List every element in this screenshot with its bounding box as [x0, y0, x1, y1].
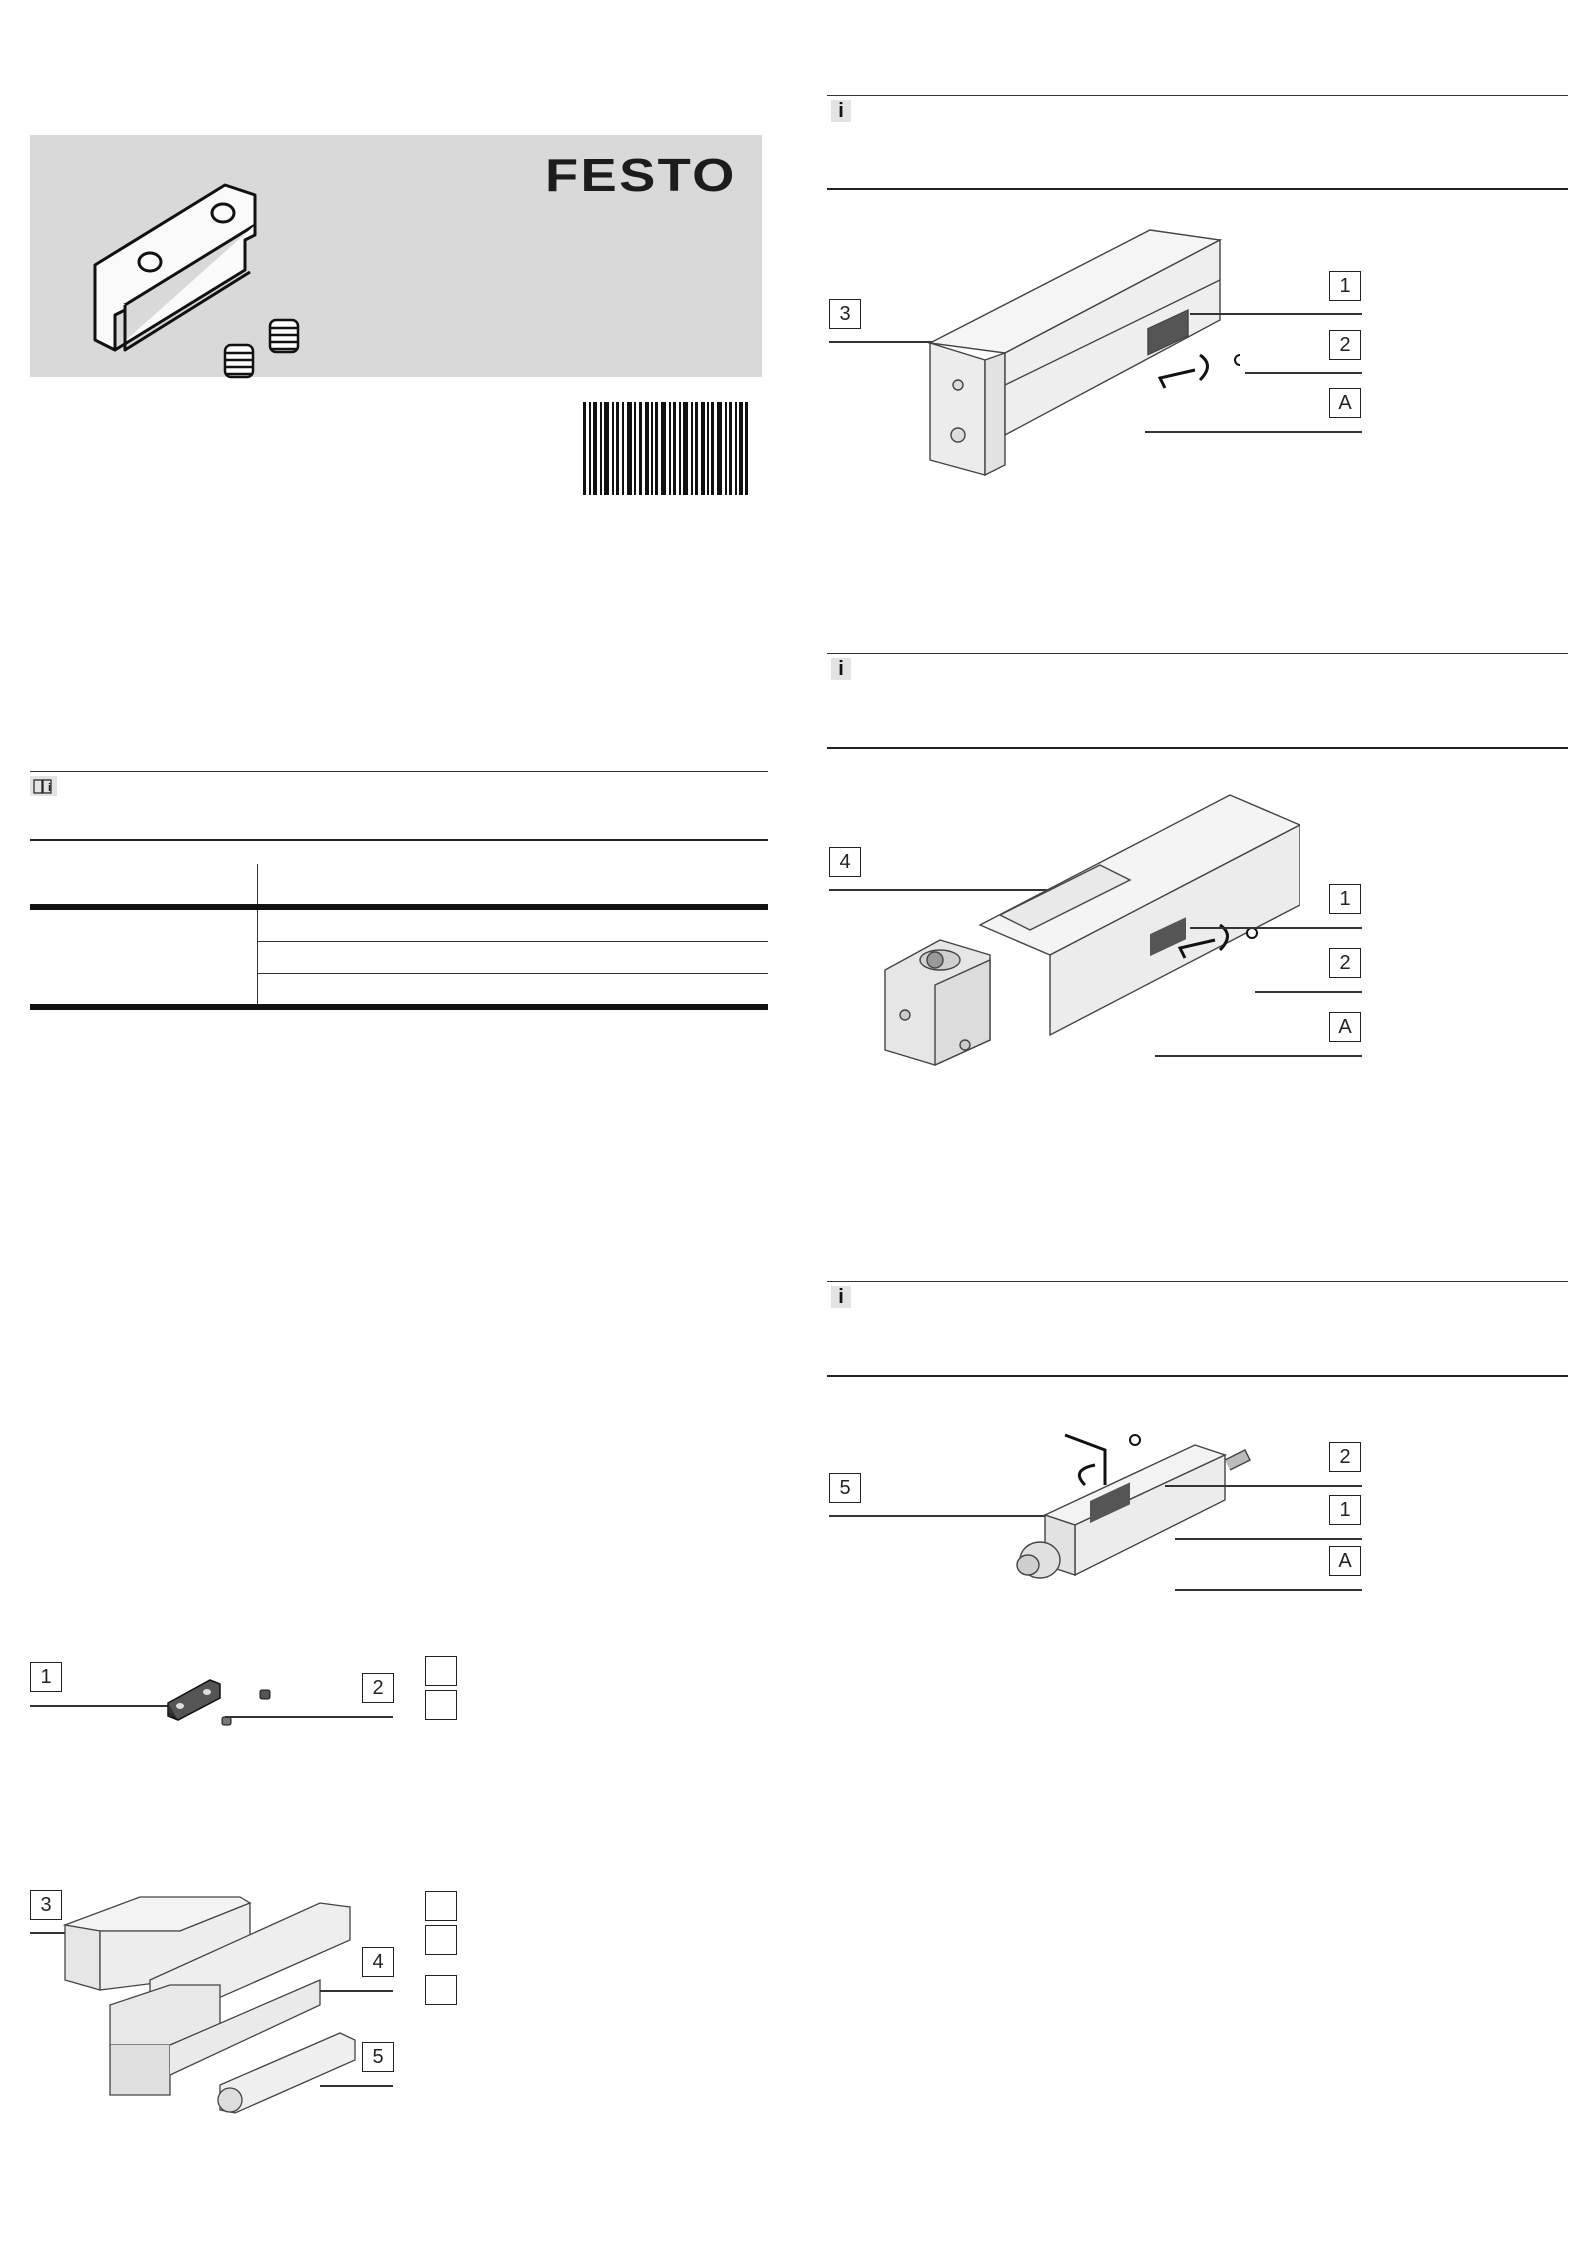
leader-line: [320, 2085, 393, 2087]
drives-overview-illustration: [60, 1885, 390, 2125]
svg-text:i: i: [48, 782, 52, 794]
empty-callout-box: [425, 1975, 457, 2005]
callout-1: 1: [30, 1662, 62, 1692]
info-rule-bottom: [827, 1375, 1568, 1377]
spec-table-foot-rule: [30, 1004, 768, 1010]
section-rule-top: [30, 771, 768, 772]
callout-3: 3: [30, 1890, 62, 1920]
info-icon: i: [831, 658, 851, 680]
leader-line: [1190, 313, 1362, 315]
callout-5: 5: [362, 2042, 394, 2072]
empty-callout-box: [425, 1925, 457, 1955]
info-icon: i: [831, 100, 851, 122]
book-info-icon: [30, 776, 57, 796]
leader-line: [225, 1716, 393, 1718]
leader-line: [1155, 1055, 1362, 1057]
empty-callout-box: [425, 1690, 457, 1720]
callout-3: 3: [829, 299, 861, 329]
callout-2: 2: [1329, 1442, 1361, 1472]
spec-table-header: [30, 864, 768, 904]
info-rule-top: [827, 95, 1568, 96]
callout-A: A: [1329, 388, 1361, 418]
leader-line: [1145, 431, 1362, 433]
leader-line: [1165, 1485, 1362, 1487]
callout-A: A: [1329, 1546, 1361, 1576]
leader-line: [1190, 927, 1362, 929]
leader-line: [1255, 991, 1362, 993]
callout-2: 2: [1329, 330, 1361, 360]
empty-callout-box: [425, 1891, 457, 1921]
clamping-component-illustration: [55, 150, 355, 380]
callout-2: 2: [362, 1673, 394, 1703]
callout-1: 1: [1329, 884, 1361, 914]
barcode: [583, 402, 748, 495]
electric-axis-illustration: [880, 785, 1300, 1105]
callout-1: 1: [1329, 271, 1361, 301]
callout-4: 4: [829, 847, 861, 877]
spec-table-header-divider: [257, 864, 258, 904]
electric-cylinder-illustration: [1000, 1415, 1260, 1595]
info-icon: i: [831, 1286, 851, 1308]
leader-line: [1175, 1538, 1362, 1540]
info-rule-bottom: [827, 747, 1568, 749]
callout-1: 1: [1329, 1495, 1361, 1525]
section-rule-bottom: [30, 839, 768, 841]
festo-logo: FESTO: [545, 149, 737, 201]
spec-table-body: [30, 910, 768, 1004]
empty-callout-box: [425, 1656, 457, 1686]
callout-A: A: [1329, 1012, 1361, 1042]
mini-slide-illustration: [920, 225, 1240, 485]
callout-5: 5: [829, 1473, 861, 1503]
callout-4: 4: [362, 1947, 394, 1977]
clamping-component-kit-illustration: [160, 1668, 280, 1730]
spec-table: [30, 864, 768, 1010]
leader-line: [320, 1990, 393, 1992]
leader-line: [30, 1705, 175, 1707]
info-rule-bottom: [827, 188, 1568, 190]
table-row: [258, 974, 768, 1004]
leader-line: [1245, 372, 1362, 374]
info-rule-top: [827, 653, 1568, 654]
info-rule-top: [827, 1281, 1568, 1282]
leader-line: [1175, 1589, 1362, 1591]
callout-2: 2: [1329, 948, 1361, 978]
table-row: [258, 910, 768, 942]
table-row: [258, 942, 768, 974]
